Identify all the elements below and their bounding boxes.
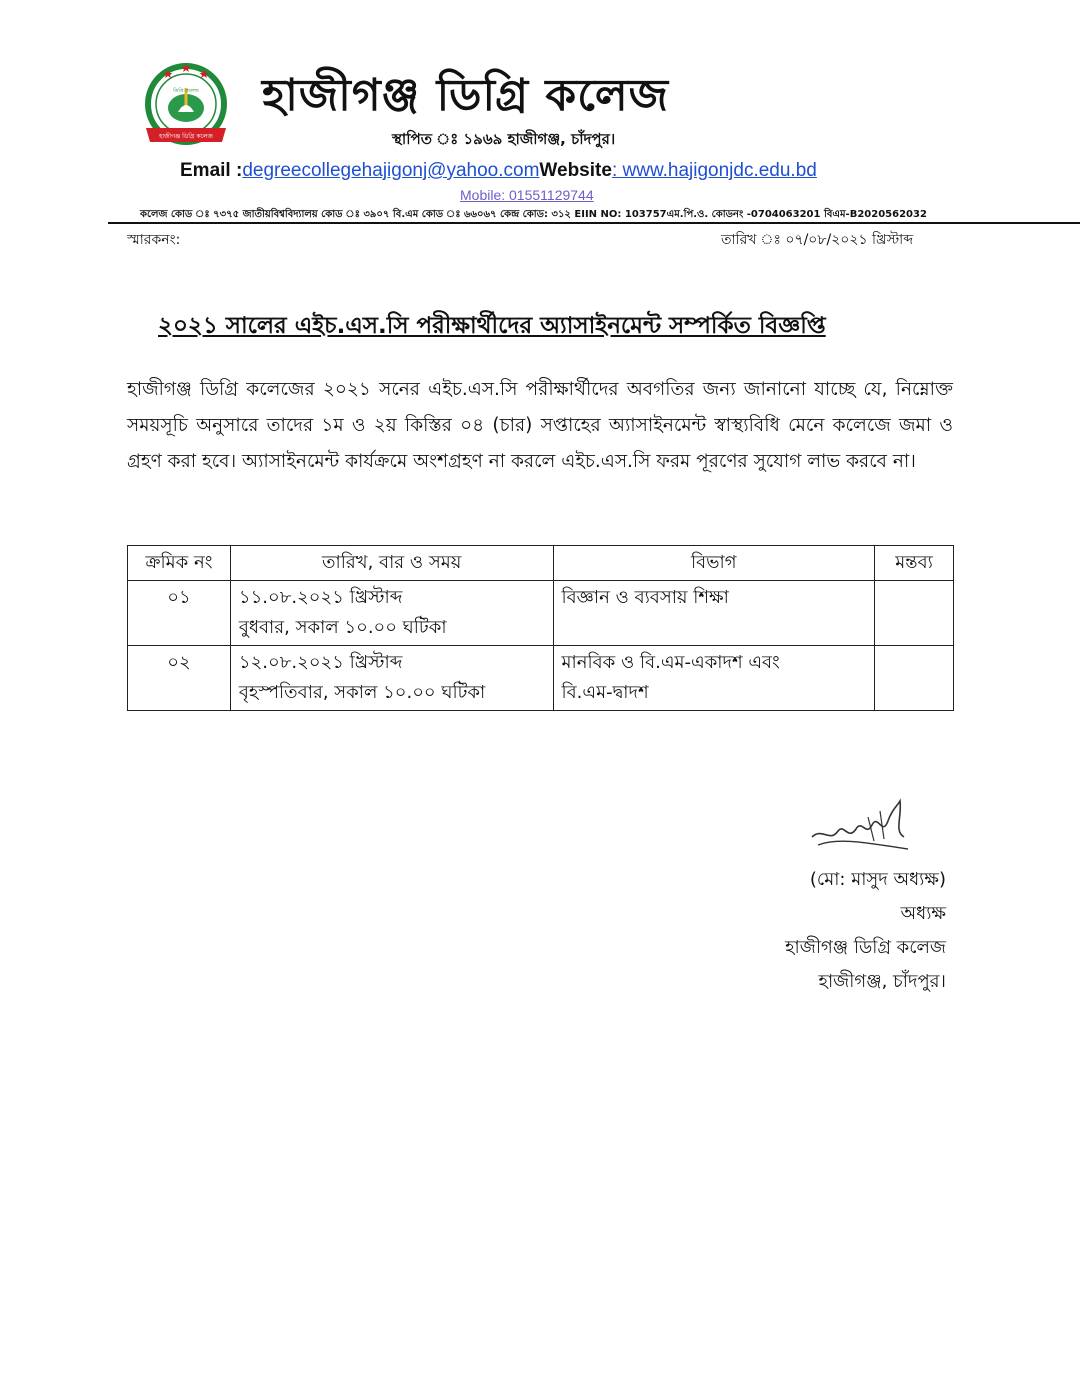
logo-ribbon-text: হাজীগঞ্জ ডিগ্রি কলেজ [159,133,213,140]
table-row [128,581,954,646]
department-text-line2: বি.এম-দ্বাদশ [561,682,649,703]
remarks-cell [875,581,954,646]
established-line: স্থাপিত ঃ ১৯৬৯ হাজীগঞ্জ, চাঁদপুর। [392,130,616,148]
notice-date: তারিখ ঃ ০৭/০৮/২০২১ খ্রিস্টাব্দ [721,232,914,248]
notice-title: ২০২১ সালের এইচ.এস.সি পরীক্ষার্থীদের অ্যাসাইনমেন্ট সম্পর্কিত বিজ্ঞপ্তি [158,313,826,339]
department-text: বিজ্ঞান ও ব্যবসায় শিক্ষা [561,587,729,608]
mobile-number: Mobile: 01551129744 [460,187,594,203]
college-logo [138,58,234,154]
signatory-college: হাজীগঞ্জ ডিগ্রি কলেজ [785,937,946,958]
column-header-serial: ক্রমিক নং [128,546,231,581]
college-name: হাজীগঞ্জ ডিগ্রি কলেজ [262,70,670,121]
notice-body: হাজীগঞ্জ ডিগ্রি কলেজের ২০২১ সনের এইচ.এস.সি পরীক্ষার্থীদের অবগতির জন্য জানানো যাচ্ছে যে, নিম্নোক্ত সময়সূচি অনুসারে তাদের ১ম ও ২য় কিস্তির ০৪ (চার) সপ্তাহের অ্যাসাইনমেন্ট স্বাস্থ্যবিধি মেনে কলেজে জমা ও গ্রহণ করা হবে। অ্যাসাইনমেন্ট কার্যক্রমে অংশগ্রহণ না করলে এইচ.এস.সি ফরম পূরণের সুযোগ লাভ করবে না। [127,379,953,472]
serial-cell: ০১ [128,581,231,646]
signature-image [808,797,918,859]
serial-cell: ০২ [128,646,231,711]
time-text: বুধবার, সকাল ১০.০০ ঘটিকা [238,617,447,638]
date-text: ১১.০৮.২০২১ খ্রিস্টাব্দ [238,587,403,608]
signatory-name: (মো: মাসুদ অধ্যক্ষ) [809,869,946,890]
department-cell [553,646,875,711]
table-row [128,646,954,711]
contact-line [180,160,817,182]
department-cell [553,581,875,646]
date-time-cell [230,581,553,646]
header-divider [108,222,1080,224]
signatory-address: হাজীগঞ্জ, চাঁদপুর। [818,971,946,992]
department-text: মানবিক ও বি.এম-একাদশ এবং [561,652,780,673]
website-link[interactable]: : www.hajigonjdc.edu.bd [611,160,817,181]
date-text: ১২.০৮.২০২১ খ্রিস্টাব্দ [238,652,403,673]
institution-codes: কলেজ কোড ঃ ৭৩৭৫ জাতীয়বিশ্ববিদ্যালয় কোড ঃ ৩৯০৭ বি.এম কোড ঃ ৬৬০৬৭ কেন্দ্র কোড: ৩১২ EIIN NO: 103757এম.পি.ও. কোডনং -0704063201 বিএম-B2020562032 [140,209,927,220]
remarks-cell [875,646,954,711]
email-link[interactable]: degreecollegehajigonj@yahoo.com [242,160,540,181]
signatory-block [700,863,946,999]
table-header-row [128,546,954,581]
email-label: Email : [180,160,243,181]
column-header-department: বিভাগ [553,546,875,581]
time-text: বৃহস্পতিবার, সকাল ১০.০০ ঘটিকা [238,682,486,703]
logo-top-text: ডিগ্রি কলেজ [173,88,199,94]
signatory-designation: অধ্যক্ষ [900,903,946,924]
date-time-cell [230,646,553,711]
schedule-table [127,545,954,711]
memo-number-label: স্মারকনং: [127,232,181,248]
website-label: Website [539,160,612,181]
column-header-date-time: তারিখ, বার ও সময় [230,546,553,581]
column-header-remarks: মন্তব্য [875,546,954,581]
